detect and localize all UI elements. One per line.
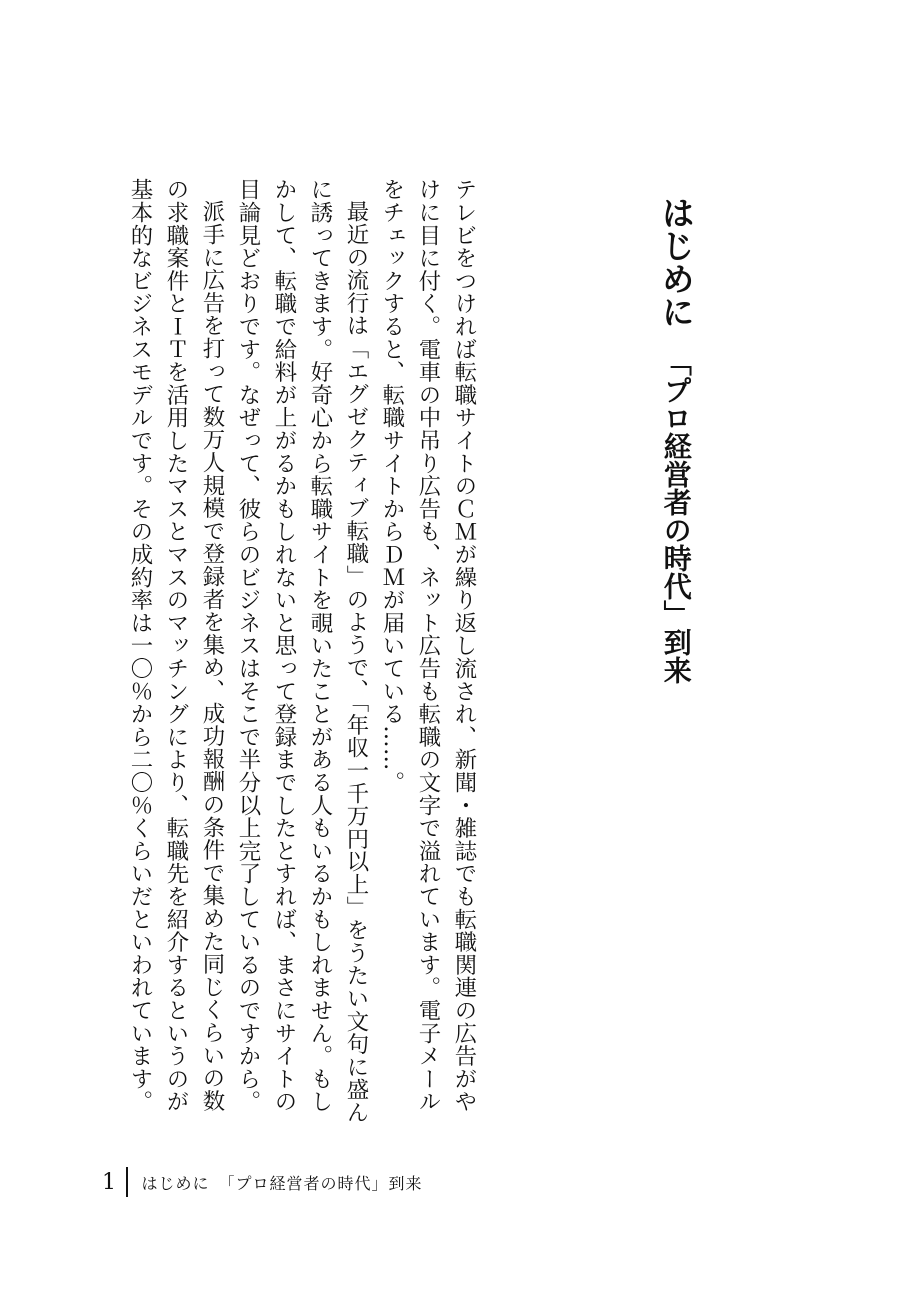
body-text: [96, 178, 482, 1128]
paragraph-2: 最近の流行は「エグゼクティブ転職」のようで、「年収一千万円以上」をうたい文句に盛んに誘ってきます。好奇心から転職サイトを覗いたことがある人もいるかもしれません。もしかして、転職で給料が上がるかもしれないと思って登録までしたとすれば、まさにサイトの目論見どおりです。なぜって、彼らのビジネスはそこで半分以上完了しているのですから。: [235, 178, 369, 1124]
footer-divider: [126, 1167, 128, 1197]
chapter-subtitle: 「プロ経営者の時代」到来: [659, 348, 693, 684]
page-footer: [102, 1165, 423, 1199]
paragraph-1: テレビをつければ転職サイトのＣＭが繰り返し流され、新聞・雑誌でも転職関連の広告がやけに目に付く。電車の中吊り広告も、ネット広告も転職の文字で溢れています。電子メールをチェックすると、転職サイトからＤＭが届いている……。: [379, 178, 477, 1113]
page-number: 1: [102, 1169, 116, 1195]
running-title: はじめに 「プロ経営者の時代」到来: [141, 1173, 423, 1193]
chapter-heading: [651, 196, 701, 684]
chapter-keyword: はじめに: [656, 196, 696, 328]
paragraph-3: 派手に広告を打って数万人規模で登録者を集め、成功報酬の条件で集めた同じくらいの数の求職案件とＩＴを活用したマスとマスのマッチングにより、転職先を紹介するというのが基本的なビジネスモデルです。その成約率は一〇％から二〇％くらいだといわれています。: [127, 178, 225, 1113]
